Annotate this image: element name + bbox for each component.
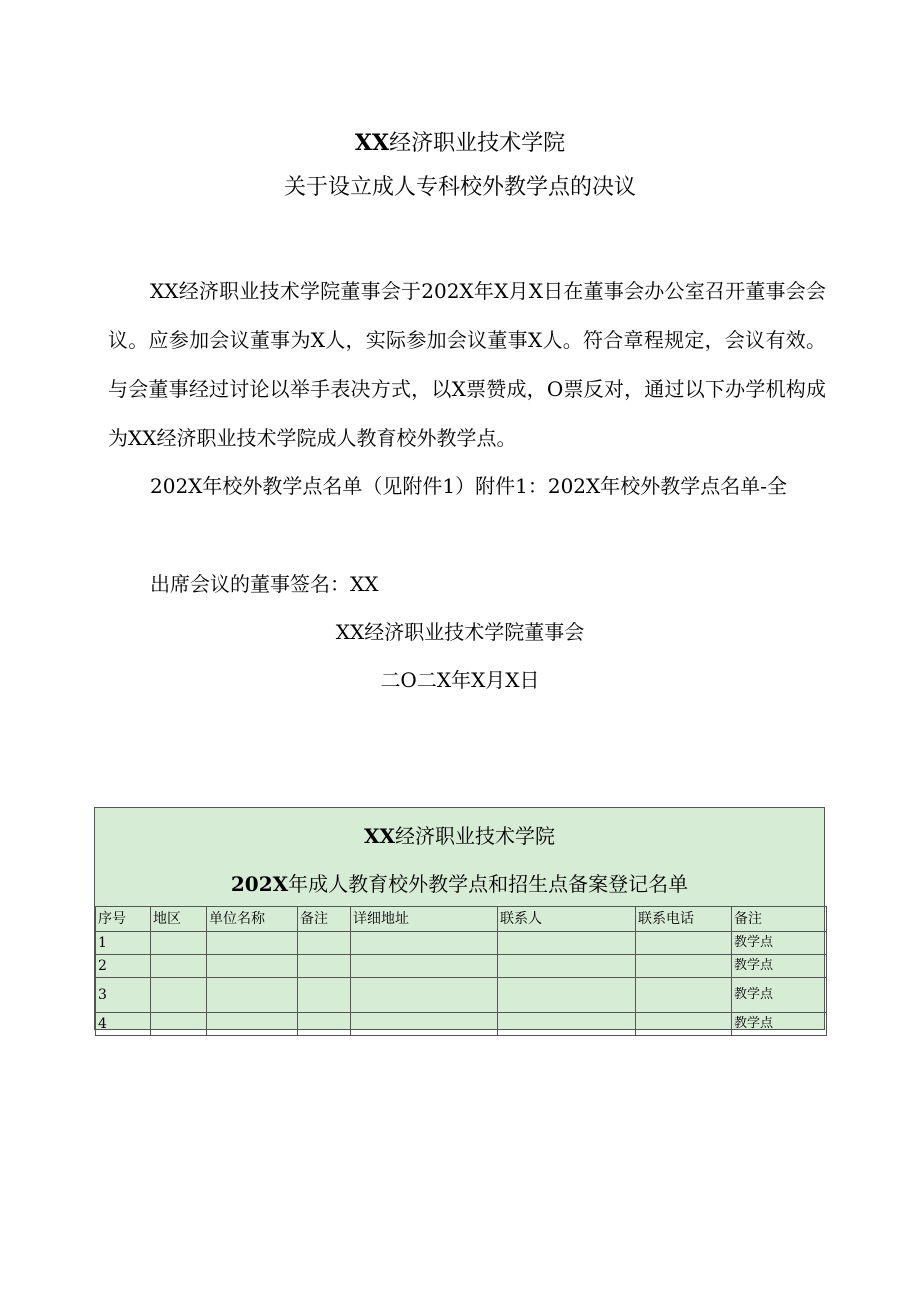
register-title <box>95 868 824 897</box>
col-header-index: 序号 <box>96 907 151 932</box>
college-name-rest: 经济职业技术学院 <box>389 131 566 156</box>
cell-index: 3 <box>96 978 151 1013</box>
college-name-prefix: XX <box>354 130 390 156</box>
cell-contact <box>498 978 636 1013</box>
cell-phone <box>636 978 732 1013</box>
cell-remark <box>298 955 351 978</box>
attachment-text: 202X年校外教学点名单（见附件1）附件1：202X年校外教学点名单-全 <box>150 474 788 498</box>
register-table-panel <box>94 807 825 1030</box>
cell-remark <box>298 932 351 955</box>
register-table <box>95 906 827 1036</box>
cell-address <box>351 1013 498 1036</box>
attachment-paragraph <box>108 462 826 511</box>
col-header-address: 详细地址 <box>351 907 498 932</box>
table-row <box>96 932 827 955</box>
cell-region <box>151 955 207 978</box>
col-header-unit-name: 单位名称 <box>207 907 298 932</box>
document-title <box>0 128 920 218</box>
cell-note: 教学点 <box>732 978 827 1013</box>
register-college-rest: 经济职业技术学院 <box>395 824 556 848</box>
col-header-region: 地区 <box>151 907 207 932</box>
col-header-note: 备注 <box>732 907 827 932</box>
table-header-row <box>96 907 827 932</box>
register-college-name <box>95 820 824 849</box>
cell-phone <box>636 955 732 978</box>
cell-contact <box>498 1013 636 1036</box>
cell-index: 1 <box>96 932 151 955</box>
resolution-paragraph <box>108 267 826 463</box>
cell-contact <box>498 955 636 978</box>
cell-region <box>151 978 207 1013</box>
cell-phone <box>636 932 732 955</box>
cell-note: 教学点 <box>732 1013 827 1036</box>
cell-unit-name <box>207 932 298 955</box>
cell-unit-name <box>207 955 298 978</box>
signature-text: 出席会议的董事签名：XX <box>150 572 379 596</box>
college-name <box>0 128 920 173</box>
cell-region <box>151 1013 207 1036</box>
resolution-date: 二O二X年X月X日 <box>380 668 540 692</box>
signature-line <box>108 560 826 609</box>
cell-remark <box>298 1013 351 1036</box>
cell-index: 2 <box>96 955 151 978</box>
cell-note: 教学点 <box>732 955 827 978</box>
cell-address <box>351 932 498 955</box>
cell-unit-name <box>207 978 298 1013</box>
register-year: 202X <box>230 872 289 896</box>
col-header-phone: 联系电话 <box>636 907 732 932</box>
cell-remark <box>298 978 351 1013</box>
col-header-remark: 备注 <box>298 907 351 932</box>
cell-unit-name <box>207 1013 298 1036</box>
board-name: XX经济职业技术学院董事会 <box>335 620 585 644</box>
cell-region <box>151 932 207 955</box>
resolution-text: XX经济职业技术学院董事会于202X年X月X日在董事会办公室召开董事会会议。应参加会议董事为X人，实际参加会议董事X人。符合章程规定，会议有效。与会董事经过讨论以举手表决方式，以X票赞成，O票反对，通过以下办学机构成为XX经济职业技术学院成人教育校外教学点。 <box>108 279 826 450</box>
cell-index: 4 <box>96 1013 151 1036</box>
cell-phone <box>636 1013 732 1036</box>
col-header-contact: 联系人 <box>498 907 636 932</box>
register-title-rest: 年成人教育校外教学点和招生点备案登记名单 <box>288 872 689 896</box>
table-row <box>96 978 827 1013</box>
cell-note: 教学点 <box>732 932 827 955</box>
register-college-prefix: XX <box>363 824 396 848</box>
cell-address <box>351 978 498 1013</box>
table-row <box>96 955 827 978</box>
table-row <box>96 1013 827 1036</box>
cell-address <box>351 955 498 978</box>
resolution-title: 关于设立成人专科校外教学点的决议 <box>283 175 636 200</box>
cell-contact <box>498 932 636 955</box>
